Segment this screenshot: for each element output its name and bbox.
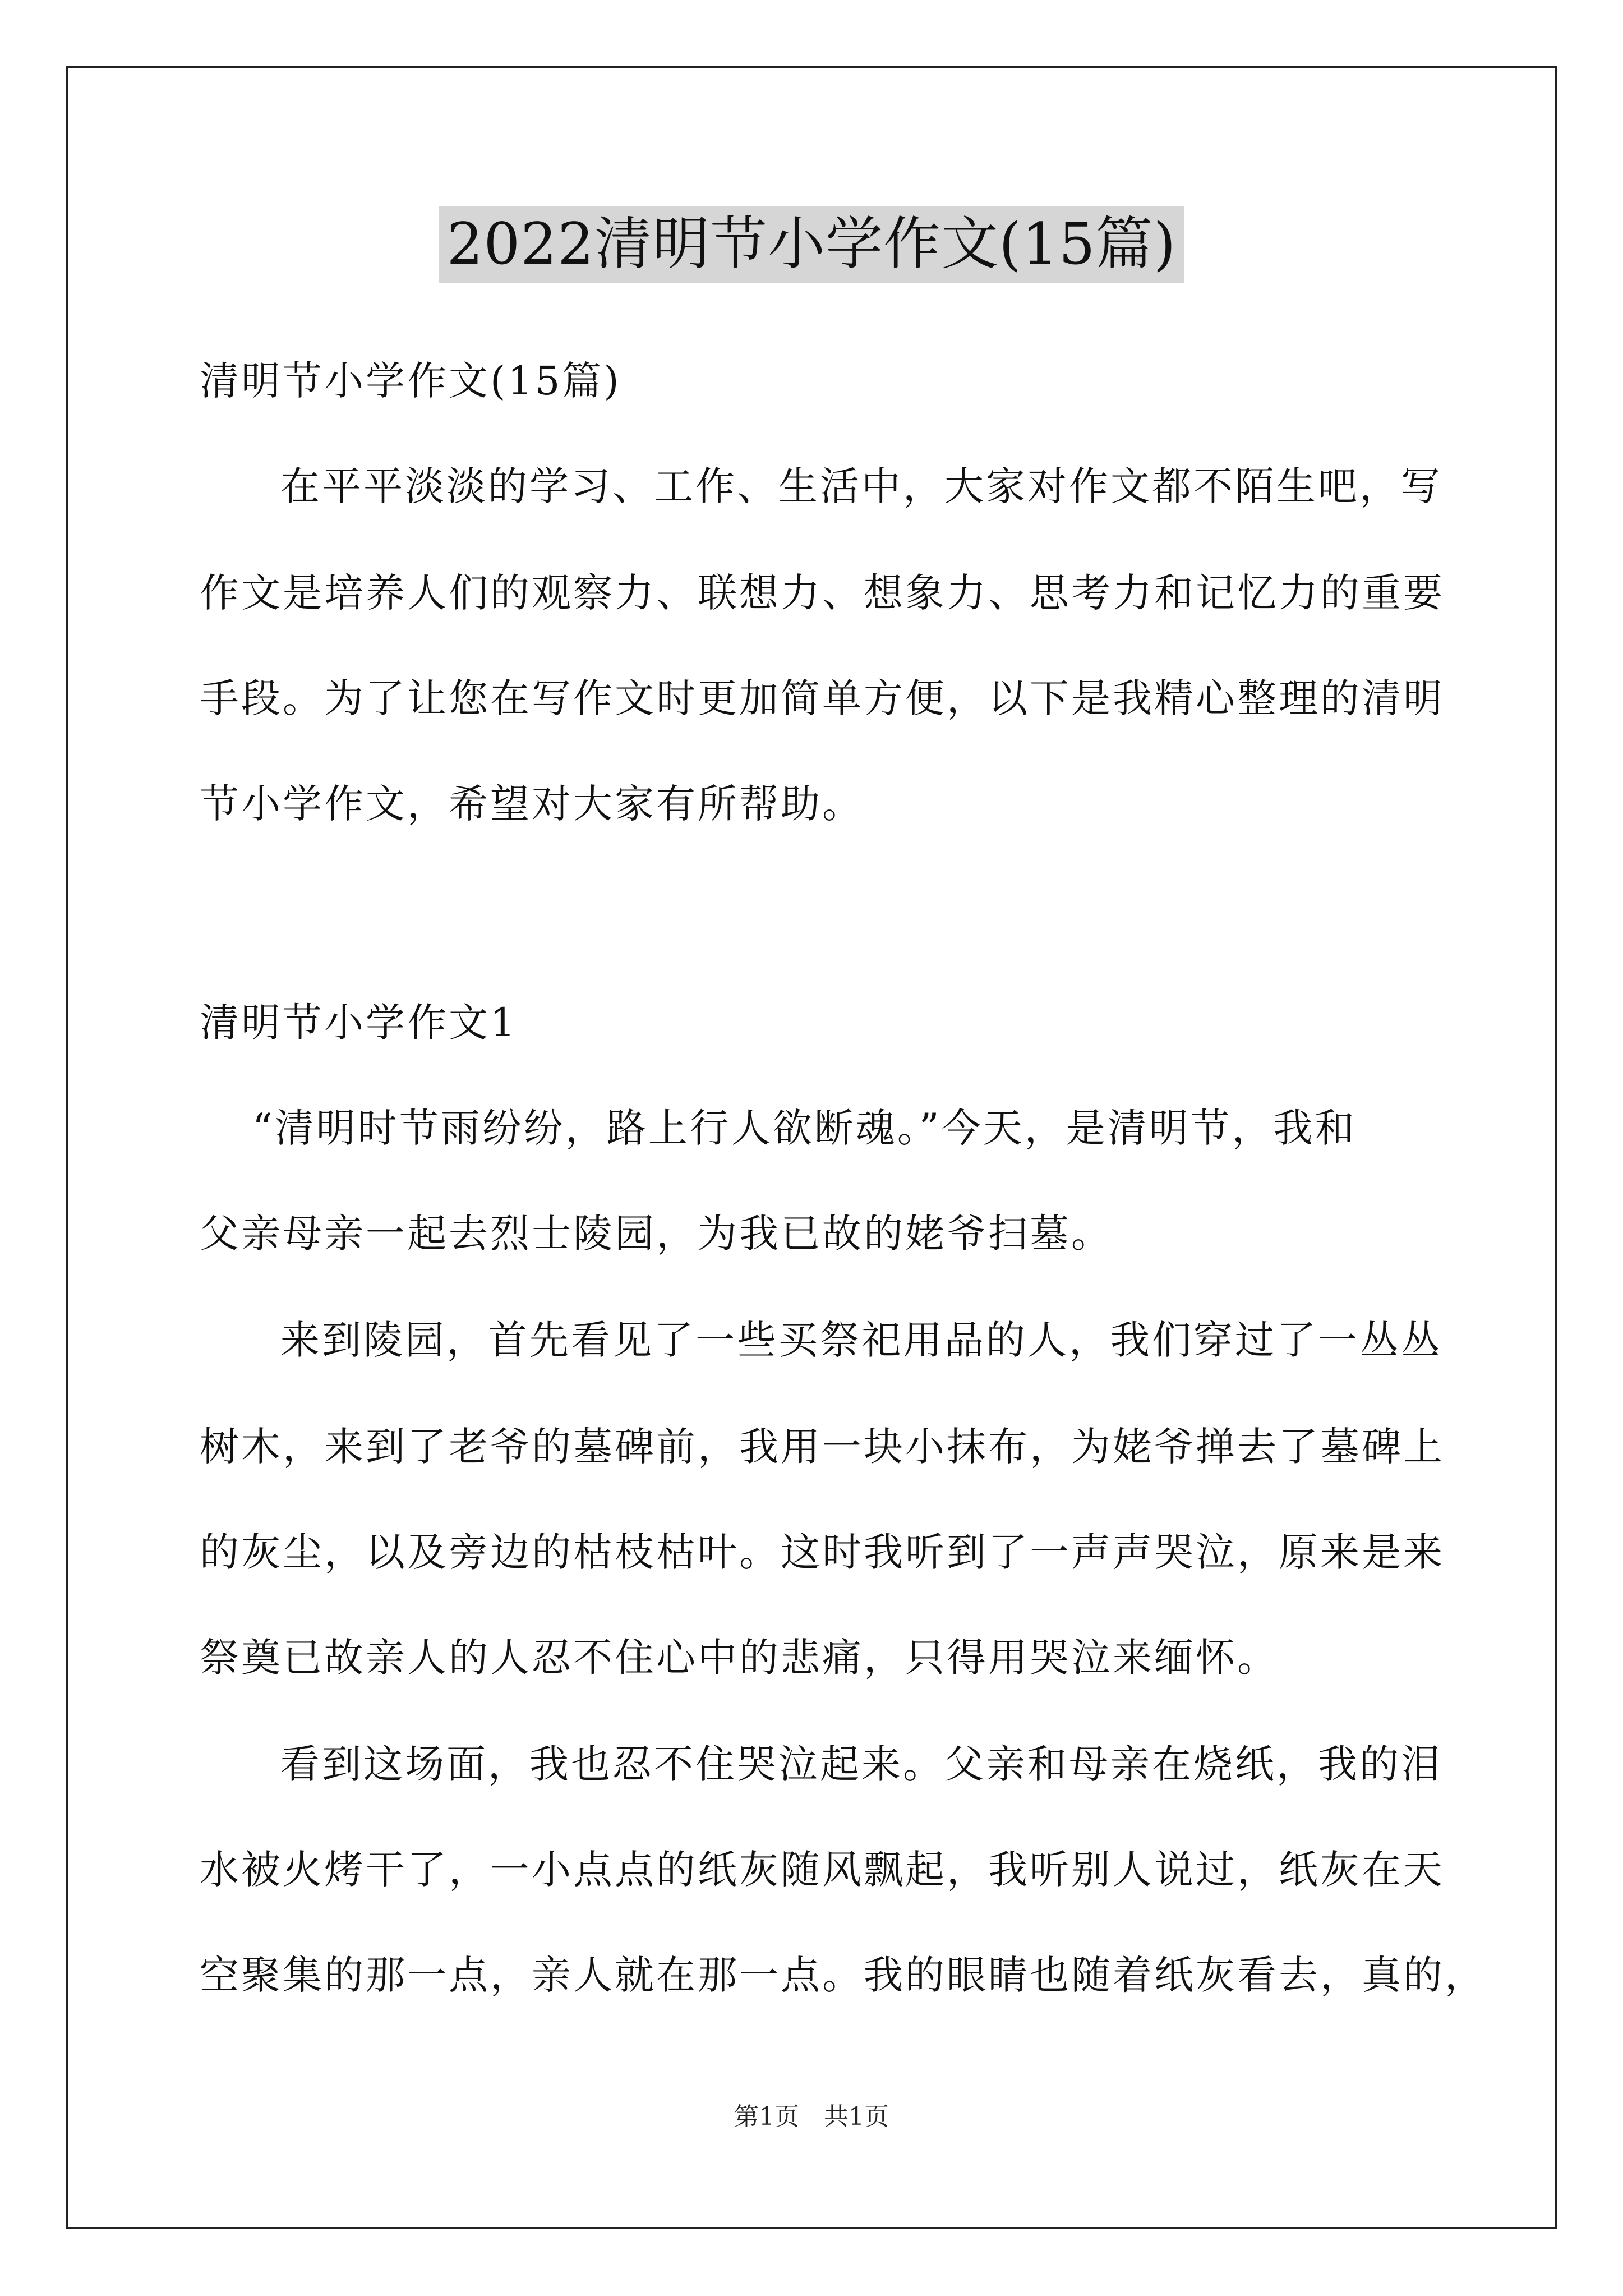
document-title: 2022清明节小学作文(15篇) <box>439 206 1184 283</box>
body-line: 水被火烤干了，一小点点的纸灰随风飘起，我听别人说过，纸灰在天 <box>200 1847 1445 1893</box>
body-line: 空聚集的那一点，亲人就在那一点。我的眼睛也随着纸灰看去，真的， <box>200 1952 1486 1998</box>
body-line: 祭奠已故亲人的人忍不住心中的悲痛，只得用哭泣来缅怀。 <box>200 1635 1279 1681</box>
intro-line: 在平平淡淡的学习、工作、生活中，大家对作文都不陌生吧，写 <box>280 463 1442 509</box>
intro-line: 作文是培养人们的观察力、联想力、想象力、思考力和记忆力的重要 <box>200 570 1445 616</box>
body-line: 来到陵园，首先看见了一些买祭祀用品的人，我们穿过了一丛丛 <box>280 1317 1442 1363</box>
body-line: “清明时节雨纷纷，路上行人欲断魂。”今天，是清明节，我和 <box>252 1105 1357 1151</box>
page-footer: 第1页 共1页 <box>734 2102 889 2131</box>
section-heading: 清明节小学作文1 <box>200 1000 518 1046</box>
body-line: 的灰尘，以及旁边的枯枝枯叶。这时我听到了一声声哭泣，原来是来 <box>200 1529 1445 1575</box>
title-container <box>0 206 1623 283</box>
intro-line: 手段。为了让您在写作文时更加简单方便，以下是我精心整理的清明 <box>200 675 1445 721</box>
document-subtitle: 清明节小学作文(15篇) <box>200 358 621 404</box>
body-line: 树木，来到了老爷的墓碑前，我用一块小抹布，为姥爷掸去了墓碑上 <box>200 1424 1445 1470</box>
body-line: 父亲母亲一起去烈士陵园，为我已故的姥爷扫墓。 <box>200 1211 1113 1257</box>
body-line: 看到这场面，我也忍不住哭泣起来。父亲和母亲在烧纸，我的泪 <box>280 1741 1442 1787</box>
intro-line: 节小学作文，希望对大家有所帮助。 <box>200 781 864 827</box>
